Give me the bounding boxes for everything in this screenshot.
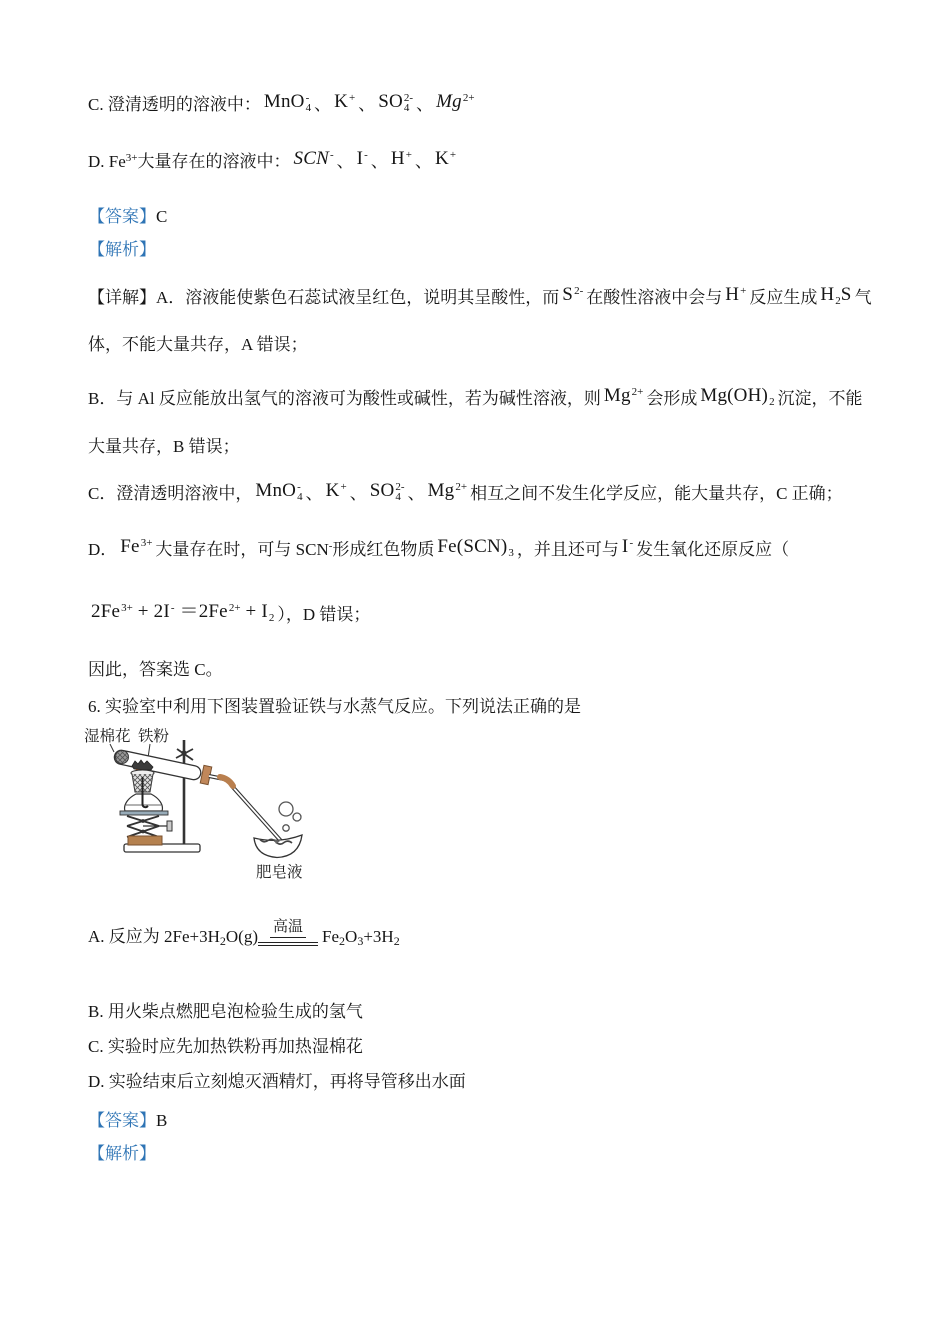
detail-a-line1: 【详解】A．溶液能使紫色石蕊试液呈红色，说明其呈酸性，而 S 2- 在酸性溶液中会与 H + 反应生成 H 2 S 气 <box>88 284 872 307</box>
soap-label: 肥皂液 <box>256 864 303 881</box>
jack-wood-base <box>128 836 162 845</box>
q6-option-c: C. 实验时应先加热铁粉再加热湿棉花 <box>88 1037 363 1056</box>
lab-jack <box>120 811 172 845</box>
alcohol-lamp <box>125 770 163 811</box>
q6-option-b: B. 用火柴点燃肥皂泡检验生成的氢气 <box>88 1002 363 1021</box>
detail-a-line2: 体，不能大量共存，A 错误； <box>88 335 308 354</box>
detail-b-line2: 大量共存，B 错误； <box>88 437 240 456</box>
detail-d-line: D． Fe 3+ 大量存在时，可与 SCN-形成红色物质 Fe(SCN) 3 ，并且还可与 I - 发生氧化还原反应（ <box>88 536 790 559</box>
answer-label-2: 【答案】B <box>88 1111 168 1130</box>
experiment-diagram <box>70 720 330 888</box>
question-6-stem: 6. 实验室中利用下图装置验证铁与水蒸气反应。下列说法正确的是 <box>88 697 581 716</box>
jack-knob <box>167 821 172 831</box>
soap-bubbles <box>279 802 301 831</box>
conclusion-line: 因此，答案选 C。 <box>88 660 223 679</box>
wet-cotton <box>116 751 129 764</box>
q6-option-d: D. 实验结束后立刻熄灭酒精灯，再将导管移出水面 <box>88 1072 466 1091</box>
detail-c-line: C．澄清透明溶液中， MnO - 4 、 K + 、 SO 2- 4 、 Mg 2+ 相互之间不发生化学反应，能大量共存，C 正确； <box>88 480 843 503</box>
q6-option-a: A. 反应为 $2Fe+3H_2O(g)$ 高温 $Fe_2O_3+3H_2$ <box>88 919 400 948</box>
analysis-label-2: 【解析】 <box>88 1144 156 1163</box>
detail-b-line1: B．与 Al 反应能放出氢气的溶液可为酸性或碱性，若为碱性溶液，则 Mg 2+ 会形成 Mg(OH) 2 沉淀，不能 <box>88 385 863 408</box>
option-d-line: D. $Fe^{3+}$大量存在的溶液中： SCN - 、 I - 、 H + 、 K + <box>88 148 457 171</box>
answer-label-1: 【答案】C <box>88 207 168 226</box>
option-c-line: C. 澄清透明的溶液中： MnO - 4 、 K + 、 SO 2- 4 、 Mg 2+ <box>88 91 475 114</box>
wet-cotton-label: 湿棉花 <box>84 728 131 745</box>
delivery-tube <box>209 776 281 841</box>
analysis-label-1: 【解析】 <box>88 240 156 259</box>
tube-rubber-sleeve <box>220 777 233 786</box>
iron-powder-label: 铁粉 <box>138 728 170 745</box>
wet-cotton-pointer-line <box>110 744 114 752</box>
detail-d-equation: 2Fe 3+ + 2I - ＝2Fe 2+ + I 2 ），D 错误； <box>91 601 371 624</box>
